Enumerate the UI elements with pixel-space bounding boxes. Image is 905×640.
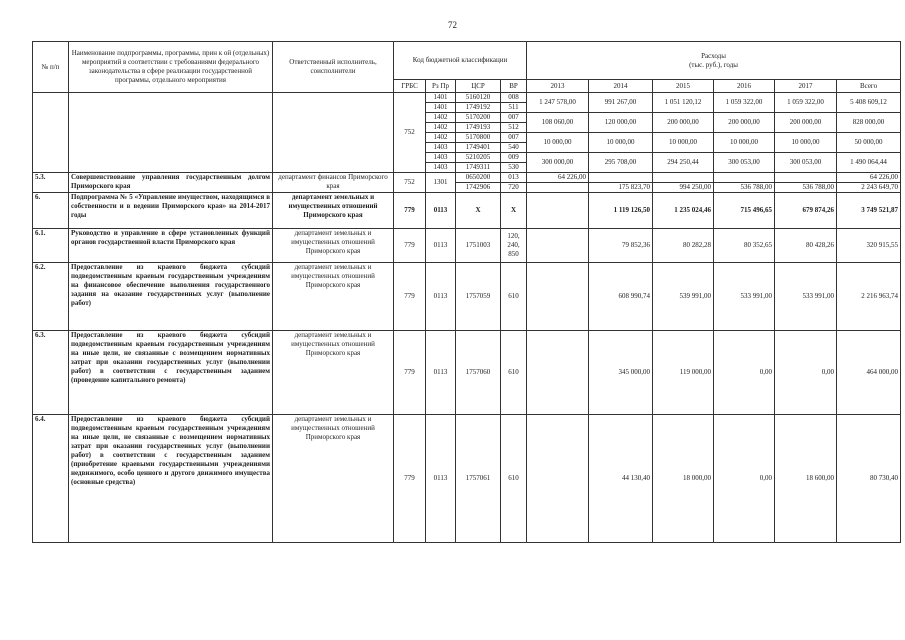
name-cell: Предоставление из краевого бюджета субсидий подведомственным краевым государственным учреждениям на финансовое обеспечение выполнения государственного задания на оказание государственных услуг (выполнение работ) xyxy=(69,263,273,331)
vr-cell: 720 xyxy=(501,183,527,193)
vr-cell: 540 xyxy=(501,143,527,153)
vr-cell: 120, 240, 850 xyxy=(501,229,527,263)
num-cell: 6.2. xyxy=(33,263,69,331)
value-2013 xyxy=(527,331,589,415)
value-total: 320 915,55 xyxy=(837,229,901,263)
value-2013: 300 000,00 xyxy=(527,153,589,173)
num-cell: 6. xyxy=(33,193,69,229)
vr-cell: 610 xyxy=(501,415,527,543)
executor-cell: департамент земельных и имущественных отношений Приморского края xyxy=(273,331,394,415)
header-csr: ЦСР xyxy=(456,80,501,93)
value-2017: 10 000,00 xyxy=(775,133,837,153)
value-2016: 0,00 xyxy=(714,415,775,543)
value-2017: 300 053,00 xyxy=(775,153,837,173)
value-2014: 175 823,70 xyxy=(589,183,653,193)
csr-cell: 1749401 xyxy=(456,143,501,153)
vr-cell: 009 xyxy=(501,153,527,163)
csr-cell: 1757060 xyxy=(456,331,501,415)
num-cell: 5.3. xyxy=(33,173,69,193)
header-kbk: Код бюджетной классификации xyxy=(394,42,527,80)
rzpr-cell: 0113 xyxy=(426,263,456,331)
executor-cell: департамент земельных и имущественных отношений Приморского края xyxy=(273,193,394,229)
value-2013: 64 226,00 xyxy=(527,173,589,183)
rzpr-cell: 1403 xyxy=(426,143,456,153)
header-2017: 2017 xyxy=(775,80,837,93)
value-2017: 0,00 xyxy=(775,331,837,415)
csr-cell: 1757061 xyxy=(456,415,501,543)
value-2015: 1 235 024,46 xyxy=(653,193,714,229)
rzpr-cell: 0113 xyxy=(426,229,456,263)
executor-cell: департамент земельных и имущественных отношений Приморского края xyxy=(273,415,394,543)
executor-cell: департамент земельных и имущественных отношений Приморского края xyxy=(273,229,394,263)
rzpr-cell: 1301 xyxy=(426,173,456,193)
value-2016 xyxy=(714,173,775,183)
value-2016: 715 496,65 xyxy=(714,193,775,229)
name-cell: Совершенствование управления государственным долгом Приморского края xyxy=(69,173,273,193)
header-2014: 2014 xyxy=(589,80,653,93)
header-rzpr: Рз Пр xyxy=(426,80,456,93)
value-2017: 18 600,00 xyxy=(775,415,837,543)
name-cell: Предоставление из краевого бюджета субсидий подведомственным краевым государственным учреждениям на иные цели, не связанные с возмещением нормативных затрат при оказании государственных услуг (выполнении работ) в соответствии с государственным заданием (приобретение краевыми государственными учреждениями недвижимого, особо ценного и другого движимого имущества (основные средства) xyxy=(69,415,273,543)
budget-table xyxy=(32,41,901,543)
value-total: 2 243 649,70 xyxy=(837,183,901,193)
value-2016: 533 991,00 xyxy=(714,263,775,331)
table-row xyxy=(33,173,901,183)
vr-cell: 007 xyxy=(501,133,527,143)
grbs-cell: 752 xyxy=(394,173,426,193)
rzpr-cell: 1403 xyxy=(426,163,456,173)
value-2013 xyxy=(527,183,589,193)
value-2014: 120 000,00 xyxy=(589,113,653,133)
value-2016: 300 053,00 xyxy=(714,153,775,173)
value-2017 xyxy=(775,173,837,183)
csr-cell: 0650200 xyxy=(456,173,501,183)
value-2017: 200 000,00 xyxy=(775,113,837,133)
csr-cell: 5210205 xyxy=(456,153,501,163)
table-row xyxy=(33,415,901,543)
rzpr-cell: 0113 xyxy=(426,415,456,543)
csr-cell: 1751003 xyxy=(456,229,501,263)
csr-cell: 5170200 xyxy=(456,113,501,123)
vr-cell: 512 xyxy=(501,123,527,133)
value-total: 1 490 064,44 xyxy=(837,153,901,173)
value-2015: 200 000,00 xyxy=(653,113,714,133)
name-cell xyxy=(69,93,273,173)
csr-cell: 1749311 xyxy=(456,163,501,173)
rzpr-cell: 0113 xyxy=(426,193,456,229)
name-cell: Подпрограмма № 5 «Управление имуществом, находящимся в собственности и в ведении Приморского края» на 2014-2017 годы xyxy=(69,193,273,229)
value-2013 xyxy=(527,229,589,263)
vr-cell: X xyxy=(501,193,527,229)
vr-cell: 610 xyxy=(501,263,527,331)
csr-cell: 5170800 xyxy=(456,133,501,143)
value-total: 80 730,40 xyxy=(837,415,901,543)
grbs-cell: 779 xyxy=(394,415,426,543)
header-executor: Ответственный исполнитель, соисполнители xyxy=(273,42,394,93)
rzpr-cell: 1401 xyxy=(426,103,456,113)
page-number: 72 xyxy=(448,20,457,30)
table-row xyxy=(33,229,901,263)
vr-cell: 007 xyxy=(501,113,527,123)
value-2016: 80 352,65 xyxy=(714,229,775,263)
value-2015: 294 250,44 xyxy=(653,153,714,173)
value-2013: 108 060,00 xyxy=(527,113,589,133)
value-total: 3 749 521,87 xyxy=(837,193,901,229)
table-row xyxy=(33,263,901,331)
csr-cell: 1742906 xyxy=(456,183,501,193)
table-row xyxy=(33,193,901,229)
value-2014: 1 119 126,50 xyxy=(589,193,653,229)
num-cell: 6.1. xyxy=(33,229,69,263)
value-2016: 1 059 322,00 xyxy=(714,93,775,113)
value-2013 xyxy=(527,263,589,331)
rzpr-cell: 1402 xyxy=(426,133,456,143)
table-row xyxy=(33,93,901,103)
value-2014 xyxy=(589,173,653,183)
value-2017: 679 874,26 xyxy=(775,193,837,229)
csr-cell: 1749193 xyxy=(456,123,501,133)
value-2016: 0,00 xyxy=(714,331,775,415)
value-2015: 80 282,28 xyxy=(653,229,714,263)
grbs-cell: 779 xyxy=(394,263,426,331)
num-cell xyxy=(33,93,69,173)
rzpr-cell: 1403 xyxy=(426,153,456,163)
table-row xyxy=(33,331,901,415)
grbs-cell: 752 xyxy=(394,93,426,173)
header-2016: 2016 xyxy=(714,80,775,93)
value-2017: 1 059 322,00 xyxy=(775,93,837,113)
header-grbs: ГРБС xyxy=(394,80,426,93)
vr-cell: 610 xyxy=(501,331,527,415)
csr-cell: 1757059 xyxy=(456,263,501,331)
executor-cell: департамент земельных и имущественных отношений Приморского края xyxy=(273,263,394,331)
value-2015: 10 000,00 xyxy=(653,133,714,153)
value-2015: 1 051 120,12 xyxy=(653,93,714,113)
value-total: 464 000,00 xyxy=(837,331,901,415)
value-2014: 345 000,00 xyxy=(589,331,653,415)
value-2016: 10 000,00 xyxy=(714,133,775,153)
rzpr-cell: 1402 xyxy=(426,123,456,133)
executor-cell: департамент финансов Приморского края xyxy=(273,173,394,193)
value-2017: 533 991,00 xyxy=(775,263,837,331)
value-2013: 10 000,00 xyxy=(527,133,589,153)
value-total: 828 000,00 xyxy=(837,113,901,133)
value-2015: 994 250,00 xyxy=(653,183,714,193)
value-2016: 200 000,00 xyxy=(714,113,775,133)
value-2014: 608 990,74 xyxy=(589,263,653,331)
value-2015: 119 000,00 xyxy=(653,331,714,415)
value-total: 5 408 609,12 xyxy=(837,93,901,113)
csr-cell: 1749192 xyxy=(456,103,501,113)
vr-cell: 013 xyxy=(501,173,527,183)
rzpr-cell: 1402 xyxy=(426,113,456,123)
value-2013 xyxy=(527,193,589,229)
vr-cell: 530 xyxy=(501,163,527,173)
value-2014: 991 267,00 xyxy=(589,93,653,113)
rzpr-cell: 0113 xyxy=(426,331,456,415)
executor-cell xyxy=(273,93,394,173)
header-2013: 2013 xyxy=(527,80,589,93)
value-total: 50 000,00 xyxy=(837,133,901,153)
value-total: 64 226,00 xyxy=(837,173,901,183)
value-2017: 80 428,26 xyxy=(775,229,837,263)
value-2013 xyxy=(527,415,589,543)
vr-cell: 511 xyxy=(501,103,527,113)
name-cell: Руководство и управление в сфере установленных функций органов государственной власти Приморского края xyxy=(69,229,273,263)
grbs-cell: 779 xyxy=(394,193,426,229)
value-2016: 536 788,00 xyxy=(714,183,775,193)
value-2014: 44 130,40 xyxy=(589,415,653,543)
header-vr: ВР xyxy=(501,80,527,93)
value-2014: 79 852,36 xyxy=(589,229,653,263)
header-num: № п/п xyxy=(33,42,69,93)
value-2013: 1 247 578,00 xyxy=(527,93,589,113)
value-2015: 539 991,00 xyxy=(653,263,714,331)
csr-cell: 5160120 xyxy=(456,93,501,103)
value-2015 xyxy=(653,173,714,183)
header-total: Всего xyxy=(837,80,901,93)
value-2014: 10 000,00 xyxy=(589,133,653,153)
header-2015: 2015 xyxy=(653,80,714,93)
header-expenses: Расходы (тыс. руб.), годы xyxy=(527,42,901,80)
grbs-cell: 779 xyxy=(394,229,426,263)
value-2015: 18 000,00 xyxy=(653,415,714,543)
value-total: 2 216 963,74 xyxy=(837,263,901,331)
grbs-cell: 779 xyxy=(394,331,426,415)
num-cell: 6.3. xyxy=(33,331,69,415)
csr-cell: X xyxy=(456,193,501,229)
name-cell: Предоставление из краевого бюджета субсидий подведомственным краевым государственным учреждениям на иные цели, не связанные с возмещением нормативных затрат при оказании государственных услуг (выполнении работ) в соответствии с государственным заданием (проведение капитального ремонта) xyxy=(69,331,273,415)
vr-cell: 008 xyxy=(501,93,527,103)
num-cell: 6.4. xyxy=(33,415,69,543)
header-name: Наименование подпрограммы, программы, прин к ой (отдельных) мероприятий в соответствии с требованиями федерального законодательства в сфере реализации государственной программы, отдельного мероприятия xyxy=(69,42,273,93)
value-2017: 536 788,00 xyxy=(775,183,837,193)
rzpr-cell: 1401 xyxy=(426,93,456,103)
value-2014: 295 708,00 xyxy=(589,153,653,173)
